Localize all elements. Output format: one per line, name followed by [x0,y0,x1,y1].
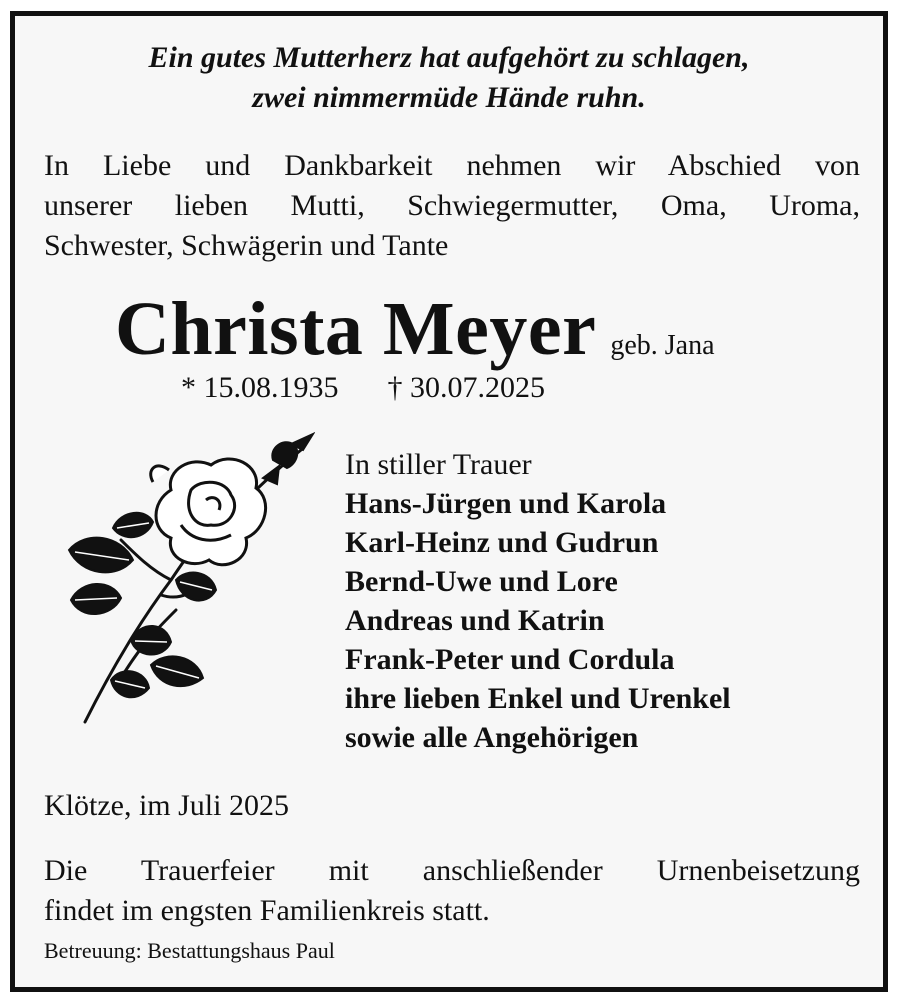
mourner-line: ihre lieben Enkel und Urenkel [345,682,731,715]
funeral-line-2: findet im engsten Familienkreis statt. [44,894,490,927]
mourner-line: sowie alle Angehörigen [345,721,639,754]
intro-line-3: Schwester, Schwägerin und Tante [44,229,449,262]
intro-line-2: unserer lieben Mutti, Schwiegermutter, Oma, Uroma, [44,189,860,222]
died-date: 30.07.2025 [410,371,545,404]
intro-text [44,146,860,266]
intro-line-1: In Liebe und Dankbarkeit nehmen wir Abschied von [44,149,860,182]
rose-icon [51,430,315,730]
died-symbol: † [387,371,403,404]
mourner-line: Andreas und Katrin [345,604,605,637]
place-date: Klötze, im Juli 2025 [44,789,289,822]
obituary-card [10,11,888,992]
birth-name: geb. Jana [610,330,715,361]
mourner-line: Frank-Peter und Cordula [345,643,675,676]
mourner-line: Hans-Jürgen und Karola [345,487,667,520]
verse-line-1: Ein gutes Mutterherz hat aufgehört zu schlagen, [148,41,750,74]
verse-line-2: zwei nimmermüde Hände ruhn. [252,81,646,114]
funeral-notice [44,851,860,931]
born-symbol: * [181,371,196,404]
deceased-name: Christa Meyer [115,287,597,371]
mourner-line: Bernd-Uwe und Lore [345,565,618,598]
mourners-list [345,445,731,757]
life-dates [181,368,545,408]
funeral-line-1: Die Trauerfeier mit anschließender Urnenbeisetzung [44,854,860,887]
deceased-name-row [115,284,715,374]
header-verse [15,38,883,118]
mourner-line: Karl-Heinz und Gudrun [345,526,659,559]
born-date: 15.08.1935 [203,371,339,404]
mourners-lead: In stiller Trauer [345,448,532,481]
care-note: Betreuung: Bestattungshaus Paul [44,938,335,963]
